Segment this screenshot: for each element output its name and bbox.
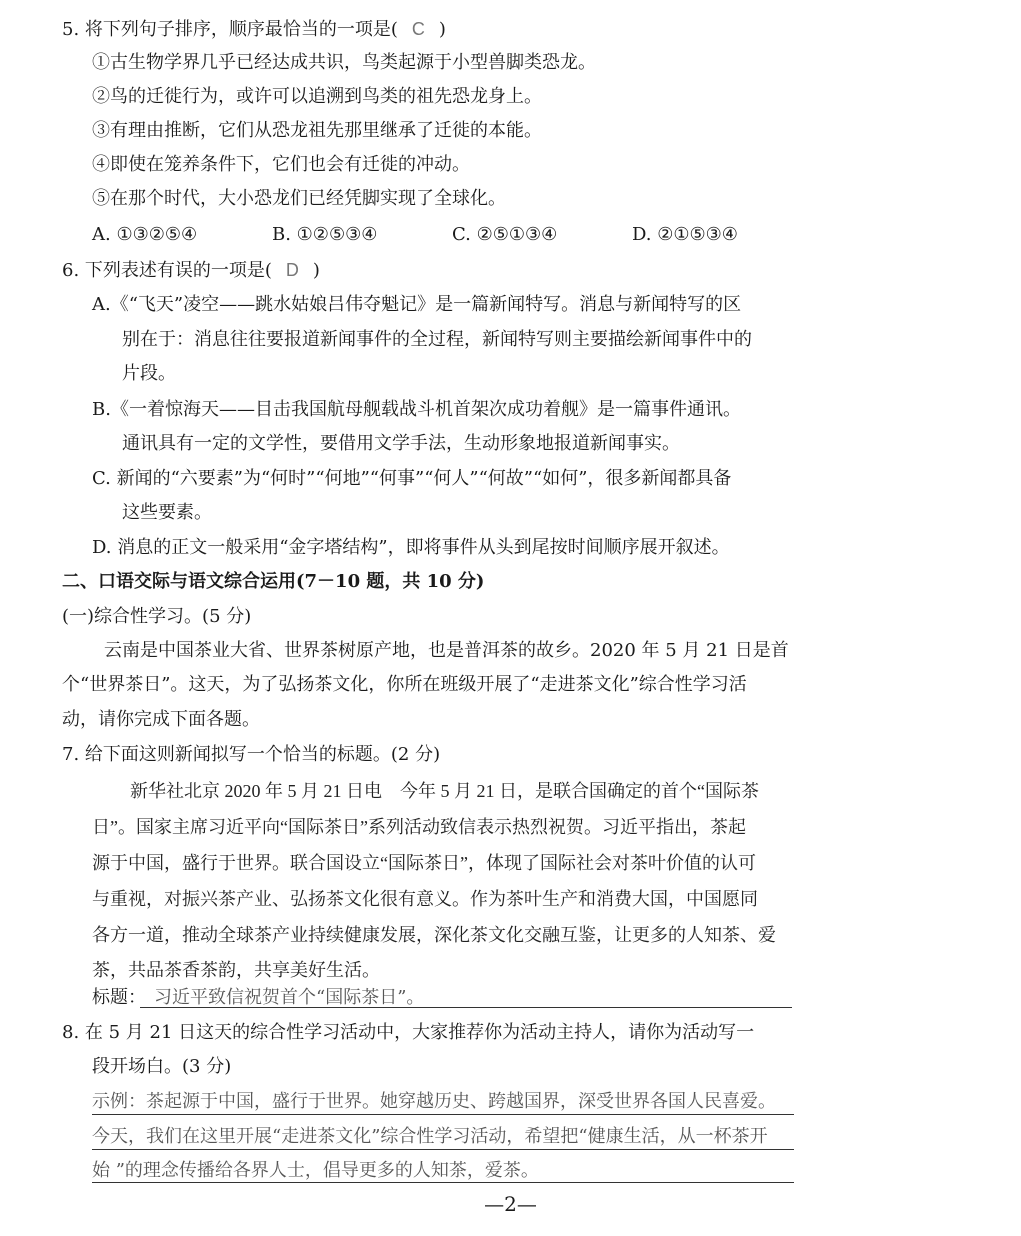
q8-answer-line3: 始 ”的理念传播给各界人士，倡导更多的人知茶，爱茶。 bbox=[92, 1160, 539, 1181]
q7-stem: 7. 给下面这则新闻拟写一个恰当的标题。(2 分) bbox=[62, 744, 441, 765]
q6-option-d-line1: D. 消息的正文一般采用“金字塔结构”，即将事件从头到尾按时间顺序展开叙述。 bbox=[92, 537, 730, 558]
q6-option-b-line2: 通讯具有一定的文学性，要借用文学手法，生动形象地报道新闻事实。 bbox=[122, 433, 680, 454]
q6-answer: D bbox=[285, 260, 299, 280]
q5-sentence-3: ③有理由推断，它们从恐龙祖先那里继承了迁徙的本能。 bbox=[92, 120, 542, 141]
q5-option-a: A. ①③②⑤④ bbox=[92, 224, 198, 245]
q5-option-c: C. ②⑤①③④ bbox=[452, 224, 558, 245]
section2-subheading: (一)综合性学习。(5 分) bbox=[62, 606, 252, 627]
q8-stem-line2: 段开场白。(3 分) bbox=[92, 1056, 232, 1077]
q6-option-a-line3: 片段。 bbox=[122, 363, 176, 384]
q5-sentence-2: ②鸟的迁徙行为，或许可以追溯到鸟类的祖先恐龙身上。 bbox=[92, 86, 542, 107]
q7-news-line2: 日”。国家主席习近平向“国际茶日”系列活动致信表示热烈祝贺。习近平指出，茶起 bbox=[92, 817, 746, 837]
q7-news-line3: 源于中国，盛行于世界。联合国设立“国际茶日”，体现了国际社会对茶叶价值的认可 bbox=[92, 853, 756, 873]
q8-answer-line1: 示例：茶起源于中国，盛行于世界。她穿越历史、跨越国界，深受世界各国人民喜爱。 bbox=[92, 1091, 776, 1112]
q7-title-label: 标题： bbox=[92, 987, 146, 1008]
q5-answer: C bbox=[411, 19, 425, 39]
section2-intro-line3: 动，请你完成下面各题。 bbox=[62, 709, 260, 730]
q7-title-underline bbox=[140, 1007, 792, 1008]
q6-option-c-line2: 这些要素。 bbox=[122, 502, 212, 523]
q8-answer-line2: 今天，我们在这里开展“走进茶文化”综合性学习活动，希望把“健康生活，从一杯茶开 bbox=[92, 1126, 768, 1147]
section2-intro-line1: 云南是中国茶业大省、世界茶树原产地，也是普洱茶的故乡。2020 年 5 月 21 日是首 bbox=[104, 640, 789, 661]
section2-intro-line2: 个“世界茶日”。这天，为了弘扬茶文化，你所在班级开展了“走进茶文化”综合性学习活 bbox=[62, 674, 747, 695]
q6-option-a-line1: A.《“飞天”凌空——跳水姑娘吕伟夺魁记》是一篇新闻特写。消息与新闻特写的区 bbox=[92, 294, 742, 315]
q8-underline-2 bbox=[92, 1149, 794, 1150]
q8-underline-1 bbox=[92, 1114, 794, 1115]
q5-sentence-1: ①古生物学界几乎已经达成共识，鸟类起源于小型兽脚类恐龙。 bbox=[92, 52, 596, 73]
q5-option-b: B. ①②⑤③④ bbox=[272, 224, 378, 245]
q8-underline-3 bbox=[92, 1182, 794, 1183]
q6-option-c-line1: C. 新闻的“六要素”为“何时”“何地”“何事”“何人”“何故”“如何”，很多新闻都具备 bbox=[92, 468, 732, 489]
page-number: —2— bbox=[484, 1192, 537, 1216]
section2-heading: 二、口语交际与语文综合运用(7－10 题，共 10 分) bbox=[62, 571, 485, 592]
q5-sentence-4: ④即使在笼养条件下，它们也会有迁徙的冲动。 bbox=[92, 154, 470, 175]
q5-options bbox=[92, 220, 738, 250]
q6-stem: 6. 下列表述有误的一项是( D ) bbox=[62, 260, 320, 281]
q7-news-line4: 与重视，对振兴茶产业、弘扬茶文化很有意义。作为茶叶生产和消费大国，中国愿同 bbox=[92, 889, 758, 909]
q7-news-line6: 茶，共品茶香茶韵，共享美好生活。 bbox=[92, 960, 380, 980]
q5-stem: 5. 将下列句子排序，顺序最恰当的一项是( C ) bbox=[62, 19, 446, 40]
q6-option-b-line1: B.《一着惊海天——目击我国航母舰载战斗机首架次成功着舰》是一篇事件通讯。 bbox=[92, 399, 741, 420]
q7-news-line1: 新华社北京 2020 年 5 月 21 日电 今年 5 月 21 日，是联合国确定的首个“国际茶 bbox=[130, 781, 759, 801]
q7-news-line5: 各方一道，推动全球茶产业持续健康发展，深化茶文化交融互鉴，让更多的人知茶、爱 bbox=[92, 925, 776, 945]
q5-option-d: D. ②①⑤③④ bbox=[632, 224, 738, 245]
q7-title-field bbox=[92, 983, 424, 1013]
q6-option-a-line2: 别在于：消息往往要报道新闻事件的全过程，新闻特写则主要描绘新闻事件中的 bbox=[122, 329, 752, 350]
q5-sentence-5: ⑤在那个时代，大小恐龙们已经凭脚实现了全球化。 bbox=[92, 188, 506, 209]
q8-stem-line1: 8. 在 5 月 21 日这天的综合性学习活动中，大家推荐你为活动主持人，请你为活动写一 bbox=[62, 1022, 755, 1043]
q7-title-answer: 习近平致信祝贺首个“国际茶日”。 bbox=[154, 987, 425, 1008]
